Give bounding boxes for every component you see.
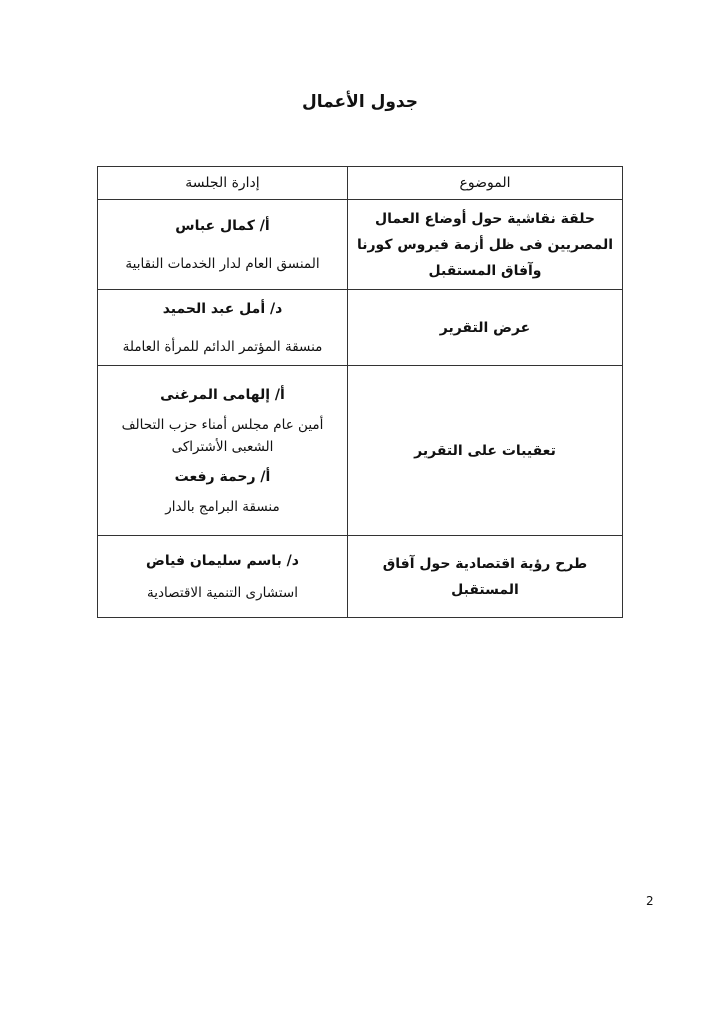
page-number: 2 bbox=[646, 894, 654, 908]
topic-cell: تعقيبات على التقرير bbox=[348, 366, 623, 536]
table-row bbox=[98, 366, 623, 536]
header-topic: الموضوع bbox=[348, 167, 623, 200]
table-header-row bbox=[98, 167, 623, 200]
speaker-role: المنسق العام لدار الخدمات النقابية bbox=[125, 255, 320, 272]
speaker-name: د/ باسم سليمان فياض bbox=[146, 552, 299, 569]
table-row bbox=[98, 536, 623, 618]
header-management: إدارة الجلسة bbox=[98, 167, 348, 200]
speaker-name: أ/ رحمة رفعت bbox=[174, 468, 271, 485]
speaker-role: منسقة المؤتمر الدائم للمرأة العاملة bbox=[122, 338, 323, 355]
table-row bbox=[98, 200, 623, 290]
topic-cell: عرض التقرير bbox=[348, 290, 623, 366]
speaker-role: استشارى التنمية الاقتصادية bbox=[147, 584, 298, 601]
speaker-name: د/ أمل عبد الحميد bbox=[162, 300, 283, 317]
speaker-role: أمين عام مجلس أمناء حزب التحالف الشعبى الأشتراكى bbox=[121, 416, 324, 455]
speaker-name: أ/ إلهامى المرغنى bbox=[160, 386, 285, 403]
speaker-name: أ/ كمال عباس bbox=[175, 217, 270, 234]
table-row bbox=[98, 290, 623, 366]
management-cell bbox=[98, 536, 348, 618]
topic-cell: طرح رؤية اقتصادية حول آفاق المستقبل bbox=[348, 536, 623, 618]
topic-cell: حلقة نقاشية حول أوضاع العمال المصريين فى ظل أزمة فيروس كورنا وآفاق المستقبل bbox=[348, 200, 623, 290]
agenda-table bbox=[97, 166, 623, 618]
speaker-role: منسقة البرامج بالدار bbox=[165, 498, 280, 515]
management-cell bbox=[98, 200, 348, 290]
management-cell bbox=[98, 290, 348, 366]
page-title: جدول الأعمال bbox=[302, 92, 418, 112]
management-cell bbox=[98, 366, 348, 536]
